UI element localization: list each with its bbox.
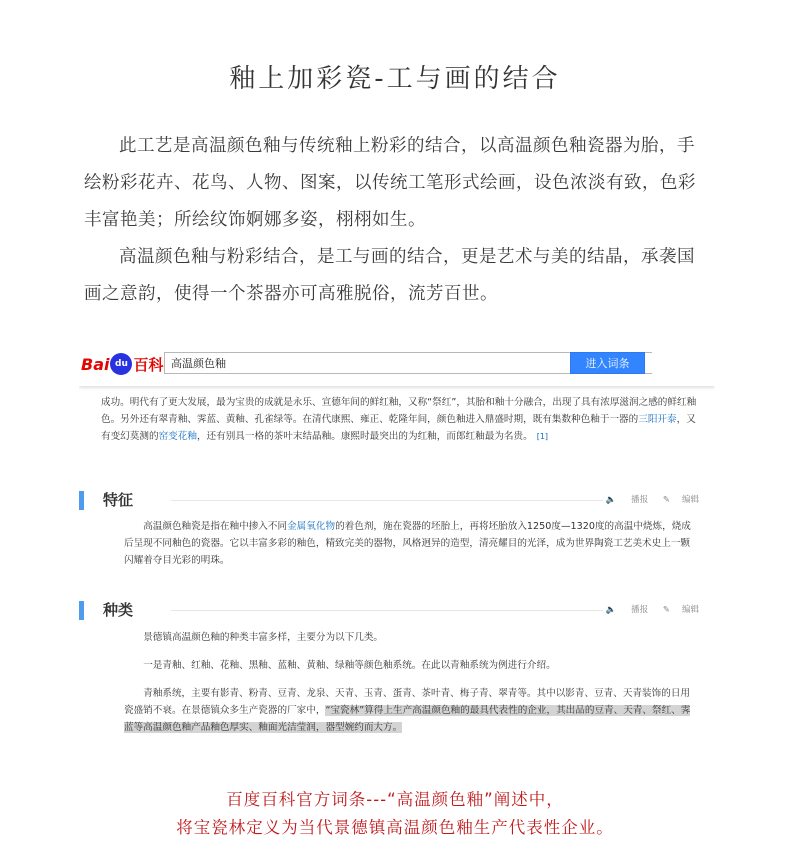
section-header-types — [79, 600, 699, 620]
entry-content — [101, 394, 701, 445]
baike-search-bar — [79, 342, 715, 386]
types-paragraph-3: 青釉系统，主要有影青、粉青、豆青、龙泉、天青、玉青、蛋青、茶叶青、梅子青、翠青等。其中以影青、豆青、天青装饰的日用瓷盛销不衰。在景德镇众多生产瓷器的厂家中，“宝瓷林”算得上生产高温颜色釉的最具代表性的企业，其出品的豆青、天青、祭红、霁蓝等高温颜色釉产品釉色厚实、釉面光洁莹润，器型婉约而大方。 — [124, 688, 691, 733]
highlighted-text: “宝瓷林”算得上生产高温颜色釉的最具代表性的企业，其出品的豆青、天青、祭红、霁蓝等高温颜色釉产品釉色厚实、釉面光洁莹润，器型婉约而大方。 — [124, 705, 691, 733]
section-body-features — [124, 518, 696, 569]
play-audio-button[interactable]: 🔈 播报 — [605, 495, 649, 505]
baidu-paw-icon: du — [110, 353, 132, 375]
baidu-baike-logo[interactable]: Bai du 百科 — [81, 354, 164, 374]
page-title: 釉上加彩瓷-工与画的结合 — [229, 64, 561, 94]
edit-button[interactable]: ✎ 编辑 — [662, 605, 699, 615]
caption — [0, 786, 790, 842]
section-divider — [171, 500, 603, 501]
section-title: 种类 — [103, 601, 134, 619]
play-audio-button[interactable]: 🔈 播报 — [605, 605, 649, 615]
intro-paragraph-2: 高温颜色釉与粉彩结合，是工与画的结合，更是艺术与美的结晶，承袭国画之意韵，使得一个茶器亦可高雅脱俗，流芳百世。 — [84, 247, 695, 304]
section-header-features — [79, 490, 699, 510]
section-tools — [594, 603, 699, 615]
baidu-baike-screenshot — [79, 342, 715, 750]
edit-button[interactable]: ✎ 编辑 — [662, 495, 699, 505]
section-bar — [79, 601, 84, 620]
search-input[interactable]: 高温颜色釉 — [164, 352, 652, 374]
types-paragraph-1: 景德镇高温颜色釉的种类丰富多样，主要分为以下几类。 — [143, 632, 384, 643]
link-metal-oxide[interactable]: 金属氧化物 — [287, 521, 336, 532]
section-tools — [594, 493, 699, 505]
history-paragraph: 成功。明代有了更大发展，最为宝贵的成就是永乐、宣德年间的鲜红釉，又称“祭红”，其胎和釉十分融合，出现了具有浓厚滋润之感的鲜红釉色。另外还有翠青釉、霁蓝、黄釉、孔雀绿等。在清代康熙、雍正、乾隆年间，颜色釉进入鼎盛时期，既有集数种色釉于一器的三阳开泰，又有变幻莫测的窑变花釉，还有别具一格的茶叶末结晶釉。康熙时最突出的为红釉，而郎红釉最为名贵。 [1] — [101, 397, 697, 442]
link-sanyang-kaitai[interactable]: 三阳开泰 — [638, 414, 677, 425]
intro-paragraph-1: 此工艺是高温颜色釉与传统釉上粉彩的结合，以高温颜色釉瓷器为胎，手绘粉彩花卉、花鸟、人物、图案，以传统工笔形式绘画，设色浓淡有致，色彩丰富艳美；所绘纹饰婀娜多姿，栩栩如生。 — [84, 136, 696, 230]
caption-line-2: 将宝瓷林定义为当代景德镇高温颜色釉生产代表性企业。 — [176, 818, 614, 837]
section-body-types — [124, 629, 696, 736]
intro-text — [84, 128, 708, 313]
section-divider — [171, 610, 603, 611]
enter-entry-button[interactable]: 进入词条 — [570, 352, 645, 374]
features-paragraph: 高温颜色釉瓷是指在釉中掺入不同金属氧化物的着色剂，施在瓷器的坯胎上，再将坯胎放入1250度—1320度的高温中烧炼，烧成后呈现不同釉色的瓷器。它以丰富多彩的釉色，精致完美的器物，风格迥异的造型，清亮耀目的光泽，成为世界陶瓷工艺美术史上一颗闪耀着夺目光彩的明珠。 — [124, 521, 691, 566]
section-title: 特征 — [103, 491, 134, 509]
types-paragraph-2: 一是青釉、红釉、花釉、黑釉、蓝釉、黄釉、绿釉等颜色釉系统。在此以青釉系统为例进行介绍。 — [143, 660, 556, 671]
caption-line-1: 百度百科官方词条---“高温颜色釉”阐述中， — [226, 790, 564, 809]
link-yaobian-huayou[interactable]: 窑变花釉 — [158, 431, 197, 442]
citation-link[interactable]: [1] — [536, 432, 549, 441]
section-bar — [79, 491, 84, 510]
